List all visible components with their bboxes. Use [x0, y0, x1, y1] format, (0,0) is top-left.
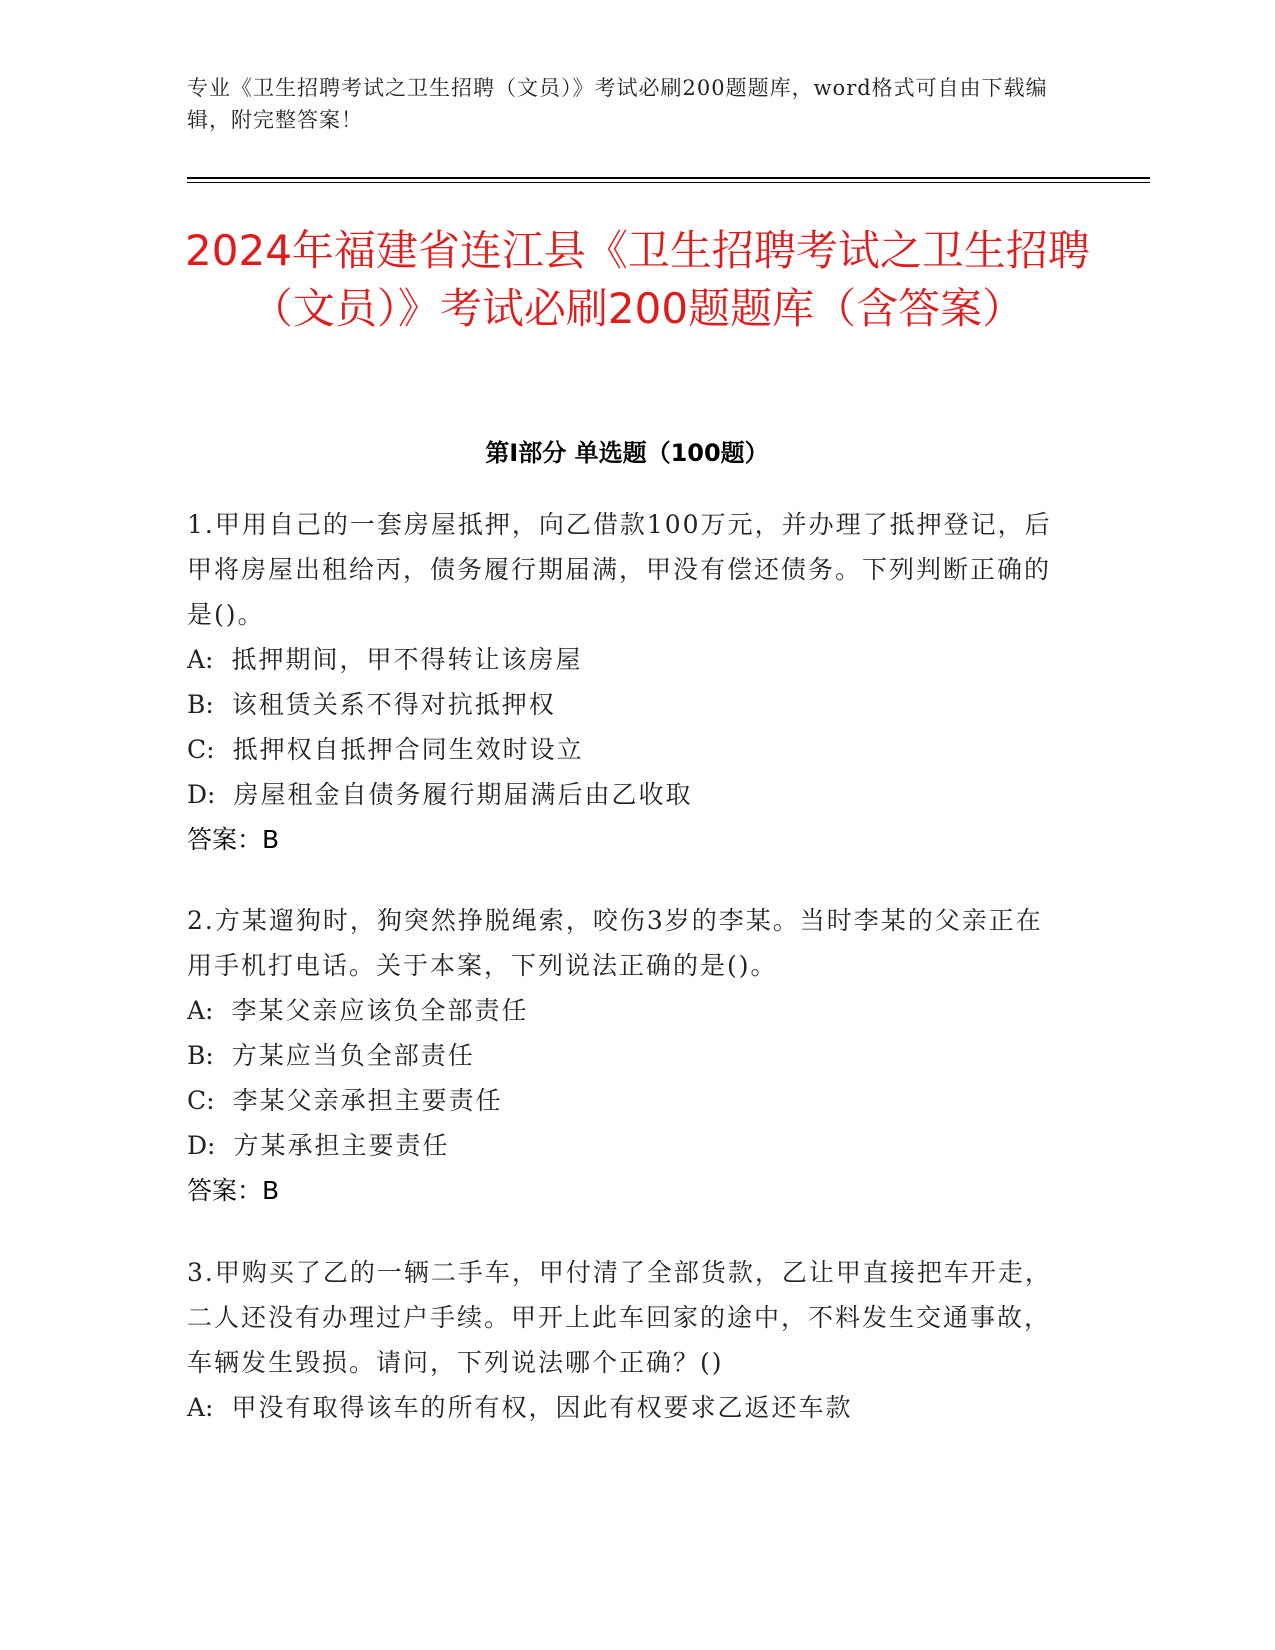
option-key: B:	[187, 1041, 214, 1070]
option-text: 抵押权自抵押合同生效时设立	[232, 735, 584, 764]
option-key: B:	[187, 690, 214, 719]
option-key: A:	[187, 1393, 214, 1422]
option-key: C:	[187, 735, 215, 764]
header-rule-thin	[187, 182, 1150, 183]
option-text: 甲没有取得该车的所有权，因此有权要求乙返还车款	[231, 1393, 853, 1422]
header-rule-thick	[187, 177, 1150, 179]
question-stem: 1.甲用自己的一套房屋抵押，向乙借款100万元，并办理了抵押登记，后甲将房屋出租给丙，债务履行期届满，甲没有偿还债务。下列判断正确的是()。	[187, 510, 1052, 629]
option-text: 抵押期间，甲不得转让该房屋	[231, 645, 583, 674]
question-option-c	[187, 1078, 1067, 1123]
question-option-a	[187, 988, 1067, 1033]
option-text: 该租赁关系不得对抗抵押权	[231, 690, 556, 719]
option-key: D:	[187, 780, 216, 809]
question-answer: 答案：B	[187, 825, 280, 854]
question-stem: 2.方某遛狗时，狗突然挣脱绳索，咬伤3岁的李某。当时李某的父亲正在用手机打电话。关于本案，下列说法正确的是()。	[187, 906, 1043, 980]
question-option-d	[187, 772, 1067, 817]
option-key: C:	[187, 1086, 215, 1115]
section-heading: 第I部分 单选题（100题）	[485, 439, 769, 467]
question-option-b	[187, 1033, 1067, 1078]
option-key: D:	[187, 1131, 216, 1160]
question-option-b	[187, 682, 1067, 727]
question-1	[187, 502, 1067, 862]
question-option-c	[187, 727, 1067, 772]
question-option-a	[187, 637, 1067, 682]
option-text: 方某应当负全部责任	[231, 1041, 475, 1070]
option-key: A:	[187, 996, 214, 1025]
document-title: 2024年福建省连江县《卫生招聘考试之卫生招聘（文员）》考试必刷200题题库（含答案）	[185, 226, 1090, 333]
option-key: A:	[187, 645, 214, 674]
question-option-a	[187, 1385, 1067, 1430]
option-text: 房屋租金自债务履行期届满后由乙收取	[233, 780, 693, 809]
question-3	[187, 1250, 1067, 1430]
option-text: 方某承担主要责任	[233, 1131, 450, 1160]
question-answer: 答案：B	[187, 1176, 280, 1205]
header-note: 专业《卫生招聘考试之卫生招聘（文员）》考试必刷200题题库，word格式可自由下载编辑，附完整答案！	[187, 76, 1048, 132]
option-text: 李某父亲应该负全部责任	[231, 996, 529, 1025]
question-option-d	[187, 1123, 1067, 1168]
question-stem: 3.甲购买了乙的一辆二手车，甲付清了全部货款，乙让甲直接把车开走，二人还没有办理过户手续。甲开上此车回家的途中，不料发生交通事故，车辆发生毁损。请问，下列说法哪个正确？()	[187, 1258, 1052, 1377]
question-2	[187, 898, 1067, 1213]
option-text: 李某父亲承担主要责任	[232, 1086, 503, 1115]
